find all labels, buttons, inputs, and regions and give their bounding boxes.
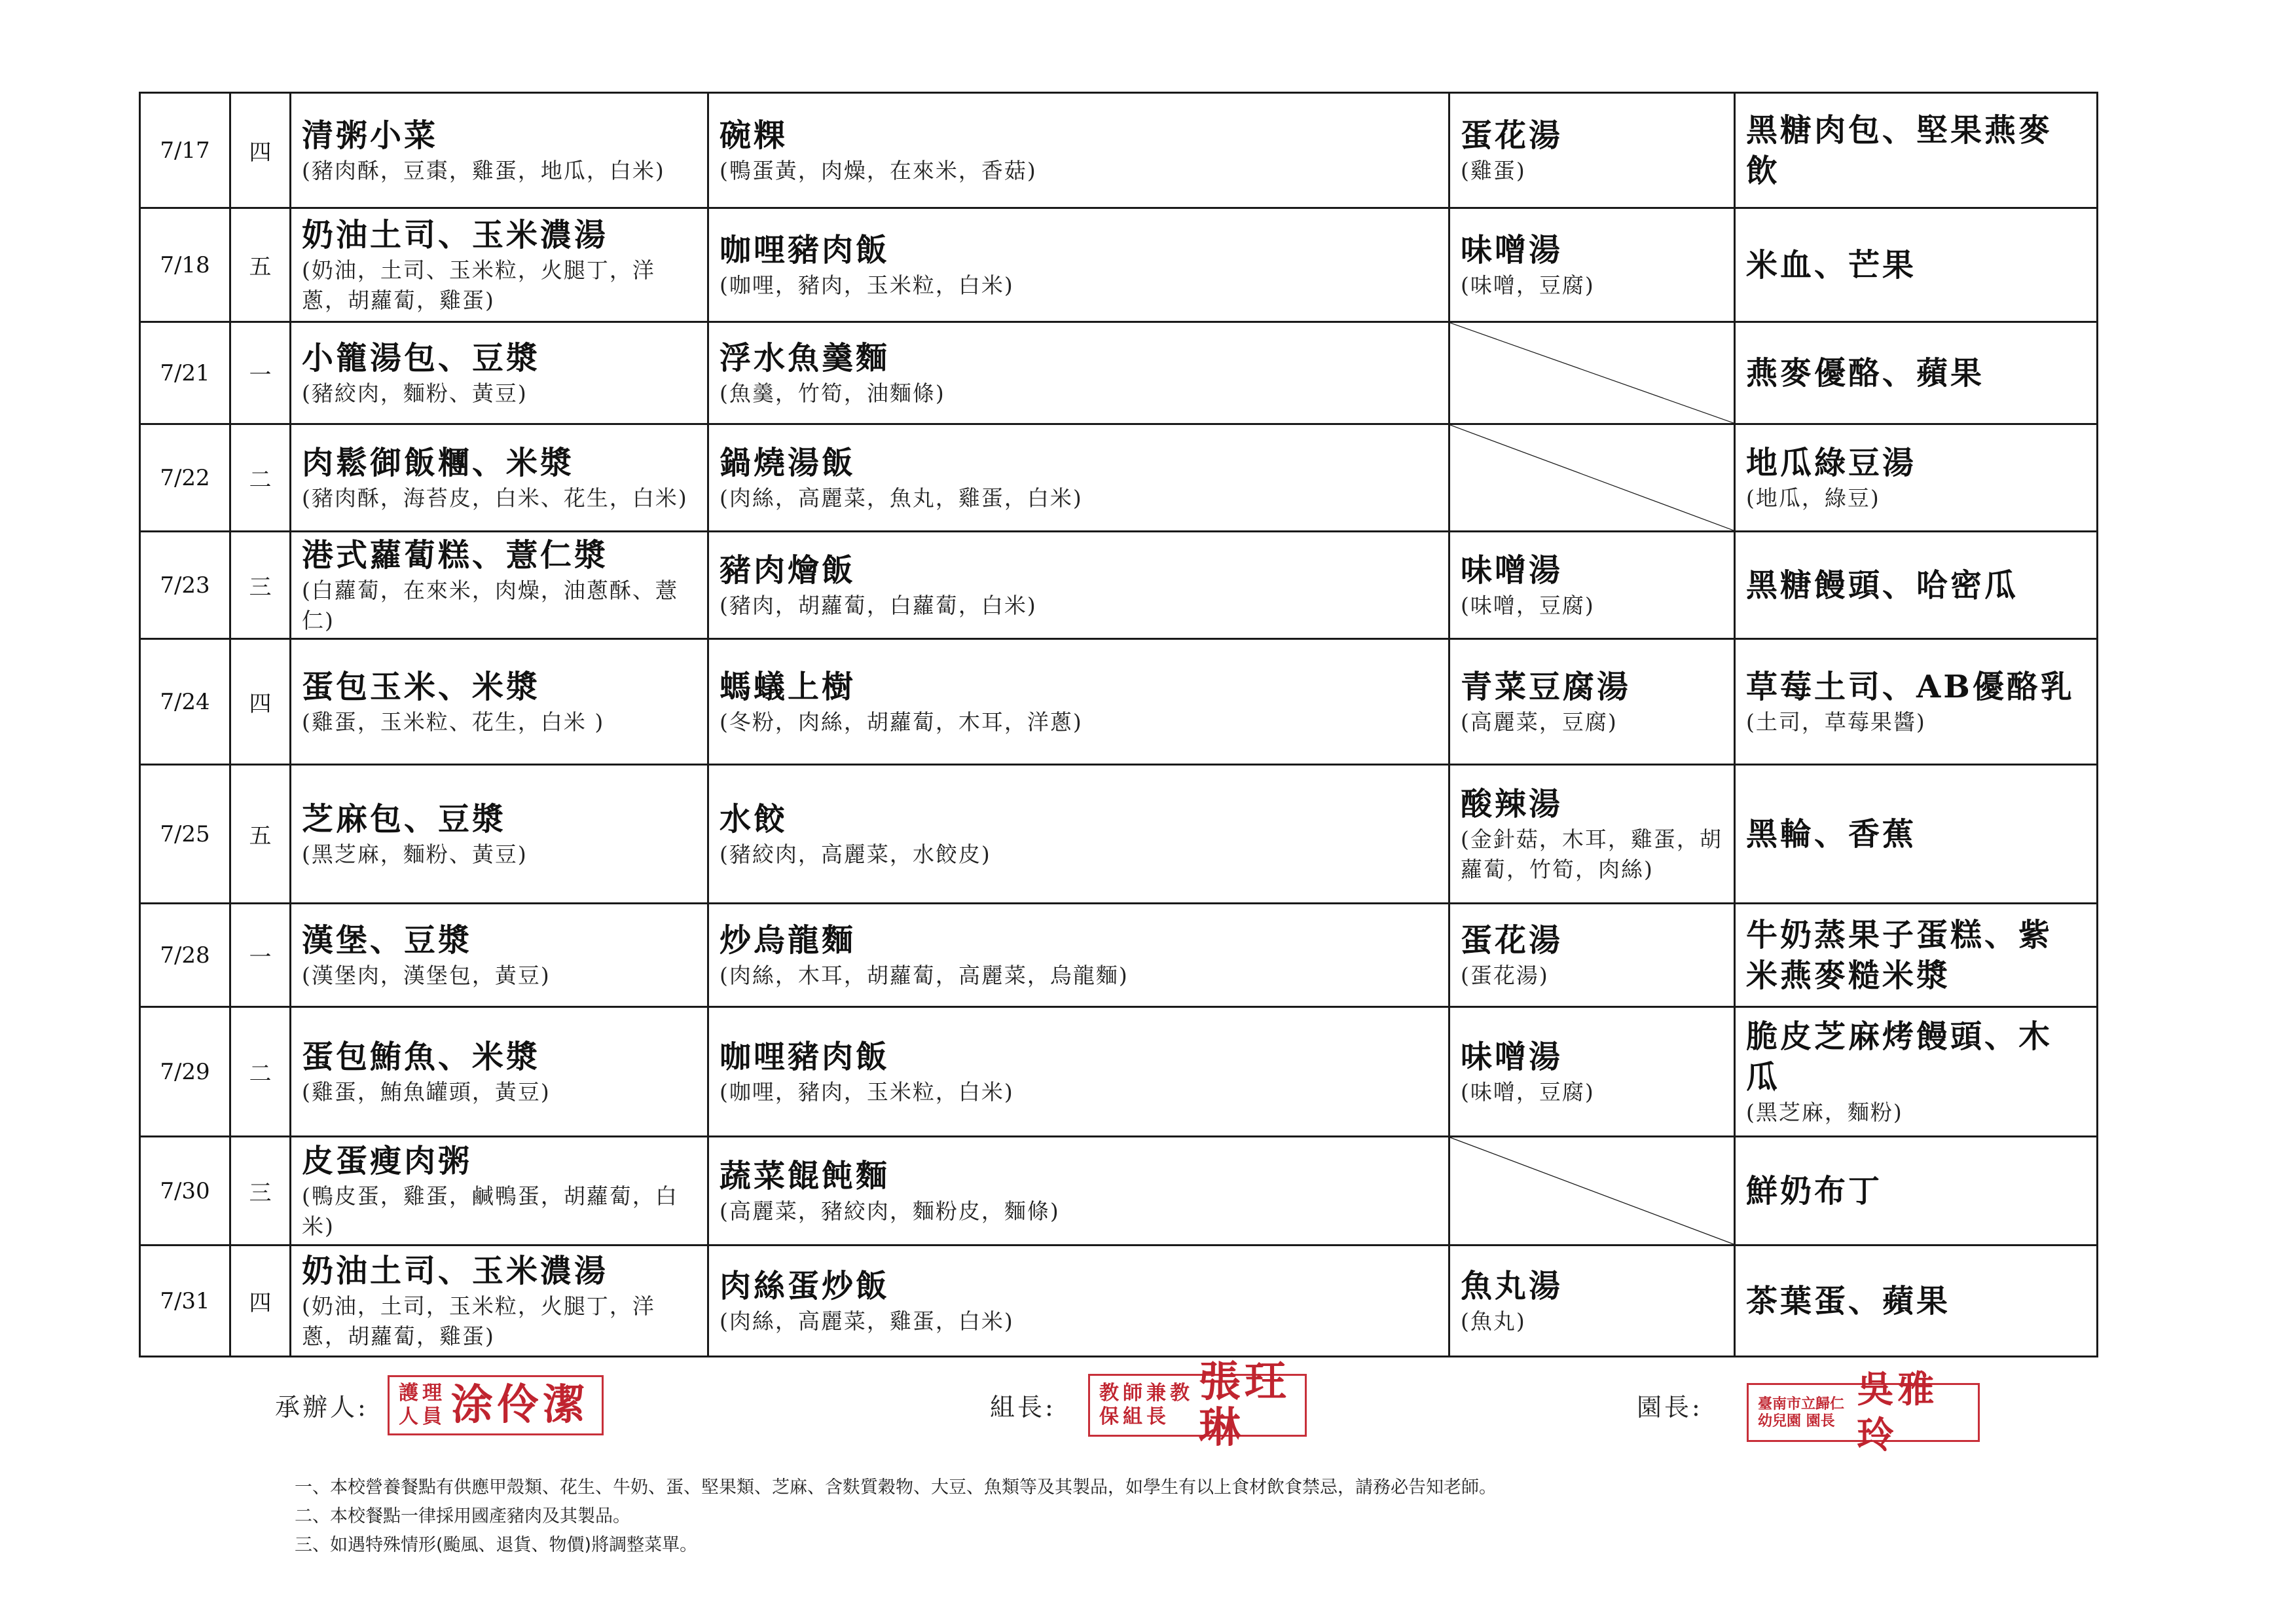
menu-row <box>140 532 2098 639</box>
menu-row <box>140 765 2098 904</box>
date-cell: 7/31 <box>140 1246 230 1357</box>
breakfast-dish-name: 皮蛋瘦肉粥 <box>302 1142 473 1179</box>
snack-ingredients: (黑芝麻，麵粉) <box>1746 1099 1903 1125</box>
weekday-cell: 四 <box>230 93 291 208</box>
soup-cell <box>1449 93 1735 208</box>
breakfast-ingredients: (白蘿蔔，在來米，肉燥，油蔥酥、薏仁) <box>302 577 678 633</box>
snack-ingredients: (地瓜，綠豆) <box>1746 485 1880 511</box>
breakfast-ingredients: (黑芝麻，麵粉、黃豆) <box>302 841 528 867</box>
lunch-dish-name: 螞蟻上樹 <box>720 668 856 705</box>
menu-row <box>140 1137 2098 1246</box>
lunch-dish-name: 碗粿 <box>720 117 788 154</box>
weekday-cell: 四 <box>230 1246 291 1357</box>
snack-cell <box>1735 1137 2098 1246</box>
menu-row <box>140 904 2098 1007</box>
lunch-ingredients: (豬絞肉，高麗菜，水餃皮) <box>720 841 991 867</box>
stamp-char: 理 <box>422 1382 442 1405</box>
breakfast-dish-name: 蛋包玉米、米漿 <box>302 668 541 705</box>
lunch-dish-name: 鍋燒湯飯 <box>720 444 856 481</box>
director-label: 園長: <box>1637 1393 1703 1422</box>
breakfast-dish-name: 漢堡、豆漿 <box>302 921 473 959</box>
breakfast-ingredients: (漢堡肉，漢堡包，黃豆) <box>302 962 551 988</box>
date-cell: 7/24 <box>140 639 230 765</box>
stamp-char: 兼 <box>1146 1382 1166 1405</box>
lunch-cell <box>708 639 1449 765</box>
snack-dish-name: 黑輪、香蕉 <box>1746 815 1917 853</box>
breakfast-dish-name: 清粥小菜 <box>302 117 439 154</box>
lunch-cell <box>708 424 1449 532</box>
snack-cell <box>1735 639 2098 765</box>
menu-row <box>140 208 2098 322</box>
soup-ingredients: (雞蛋) <box>1461 157 1526 183</box>
snack-dish-name: 燕麥優酪、蘋果 <box>1746 354 1985 392</box>
soup-cell-empty <box>1449 424 1735 532</box>
lunch-dish-name: 咖哩豬肉飯 <box>720 231 890 268</box>
breakfast-ingredients: (雞蛋，鮪魚罐頭，黃豆) <box>302 1079 551 1105</box>
snack-cell <box>1735 765 2098 904</box>
director-stamp-name: 吳雅玲 <box>1857 1368 1939 1457</box>
breakfast-dish-name: 小籠湯包、豆漿 <box>302 339 541 377</box>
soup-cell-empty <box>1449 1137 1735 1246</box>
soup-ingredients: (味噌，豆腐) <box>1461 592 1595 618</box>
stamp-char: 教 <box>1099 1382 1119 1405</box>
breakfast-cell <box>291 532 708 639</box>
lunch-dish-name: 炒烏龍麵 <box>720 921 856 959</box>
breakfast-ingredients: (豬肉酥，豆棗，雞蛋，地瓜，白米) <box>302 157 665 183</box>
soup-dish-name: 青菜豆腐湯 <box>1461 668 1631 705</box>
breakfast-dish-name: 肉鬆御飯糰、米漿 <box>302 444 575 481</box>
stamp-char: 組 <box>1123 1405 1142 1428</box>
lunch-ingredients: (魚羹，竹筍，油麵條) <box>720 380 945 406</box>
note-line: 一、本校營養餐點有供應甲殼類、花生、牛奶、蛋、堅果類、芝麻、含麩質穀物、大豆、魚類等及其製品，如學生有以上食材飲食禁忌，請務必告知老師。 <box>295 1477 1497 1498</box>
snack-dish-name: 黑糖饅頭、哈密瓜 <box>1746 566 2019 604</box>
lunch-cell <box>708 93 1449 208</box>
snack-dish-name: 鮮奶布丁 <box>1746 1172 1883 1209</box>
lunch-cell <box>708 1137 1449 1246</box>
lunch-dish-name: 肉絲蛋炒飯 <box>720 1267 890 1304</box>
breakfast-ingredients: (奶油，土司、玉米粒，火腿丁，洋蔥，胡蘿蔔，雞蛋) <box>302 257 655 313</box>
breakfast-cell <box>291 1137 708 1246</box>
lunch-cell <box>708 765 1449 904</box>
lunch-ingredients: (肉絲，高麗菜，魚丸，雞蛋，白米) <box>720 485 1083 511</box>
soup-cell <box>1449 532 1735 639</box>
menu-row <box>140 424 2098 532</box>
snack-dish-name: 草莓土司、AB優酪乳 <box>1746 668 2075 705</box>
soup-dish-name: 味噌湯 <box>1461 1038 1563 1075</box>
breakfast-cell <box>291 93 708 208</box>
lunch-dish-name: 蔬菜餛飩麵 <box>720 1157 890 1194</box>
weekday-cell: 一 <box>230 322 291 424</box>
date-cell: 7/25 <box>140 765 230 904</box>
weekday-cell: 三 <box>230 532 291 639</box>
breakfast-cell <box>291 639 708 765</box>
soup-cell <box>1449 1007 1735 1137</box>
weekday-cell: 五 <box>230 208 291 322</box>
soup-ingredients: (金針菇，木耳，雞蛋，胡蘿蔔，竹筍，肉絲) <box>1461 826 1722 882</box>
handler-stamp-title <box>399 1382 442 1429</box>
lunch-dish-name: 咖哩豬肉飯 <box>720 1038 890 1075</box>
date-cell: 7/29 <box>140 1007 230 1137</box>
date-cell: 7/21 <box>140 322 230 424</box>
director-stamp <box>1747 1368 1980 1457</box>
leader-stamp-name: 張玨琳 <box>1199 1357 1290 1452</box>
handler-stamp-name: 涂伶潔 <box>451 1380 589 1430</box>
stamp-char: 長 <box>1146 1405 1166 1428</box>
lunch-cell <box>708 322 1449 424</box>
breakfast-dish-name: 奶油土司、玉米濃湯 <box>302 1252 609 1289</box>
lunch-ingredients: (肉絲，木耳，胡蘿蔔，高麗菜，烏龍麵) <box>720 962 1129 988</box>
snack-dish-name: 牛奶蒸果子蛋糕、紫米燕麥糙米漿 <box>1746 916 2053 994</box>
soup-dish-name: 味噌湯 <box>1461 231 1563 268</box>
note-line: 三、如遇特殊情形(颱風、退貨、物價)將調整菜單。 <box>295 1535 698 1555</box>
lunch-dish-name: 水餃 <box>720 800 788 838</box>
date-cell: 7/28 <box>140 904 230 1007</box>
handler-stamp <box>388 1375 604 1435</box>
soup-dish-name: 蛋花湯 <box>1461 921 1563 959</box>
soup-dish-name: 酸辣湯 <box>1461 785 1563 822</box>
weekday-cell: 五 <box>230 765 291 904</box>
menu-row <box>140 322 2098 424</box>
date-cell: 7/22 <box>140 424 230 532</box>
snack-cell <box>1735 1246 2098 1357</box>
lunch-ingredients: (肉絲，高麗菜，雞蛋，白米) <box>720 1308 1014 1334</box>
breakfast-cell <box>291 322 708 424</box>
date-cell: 7/18 <box>140 208 230 322</box>
breakfast-cell <box>291 1007 708 1137</box>
snack-cell <box>1735 208 2098 322</box>
lunch-dish-name: 浮水魚羹麵 <box>720 339 890 377</box>
snack-cell <box>1735 93 2098 208</box>
empty-slash <box>1450 425 1734 530</box>
soup-cell-empty <box>1449 322 1735 424</box>
menu-table <box>139 92 2098 1357</box>
snack-cell <box>1735 322 2098 424</box>
weekday-cell: 一 <box>230 904 291 1007</box>
lunch-dish-name: 豬肉燴飯 <box>720 551 856 589</box>
soup-ingredients: (魚丸) <box>1461 1308 1526 1334</box>
weekday-cell: 二 <box>230 1007 291 1137</box>
breakfast-dish-name: 芝麻包、豆漿 <box>302 800 507 838</box>
lunch-ingredients: (冬粉，肉絲，胡蘿蔔，木耳，洋蔥) <box>720 709 1083 735</box>
lunch-ingredients: (鴨蛋黃，肉燥，在來米，香菇) <box>720 157 1037 183</box>
director-stamp-title: 臺南市立歸仁幼兒園 園長 <box>1758 1395 1845 1430</box>
snack-dish-name: 黑糖肉包、堅果燕麥飲 <box>1746 111 2053 189</box>
soup-cell <box>1449 639 1735 765</box>
breakfast-dish-name: 港式蘿蔔糕、薏仁漿 <box>302 536 609 574</box>
soup-ingredients: (蛋花湯) <box>1461 962 1549 988</box>
lunch-ingredients: (豬肉，胡蘿蔔，白蘿蔔，白米) <box>720 592 1037 618</box>
lunch-cell <box>708 1246 1449 1357</box>
snack-cell <box>1735 1007 2098 1137</box>
stamp-char: 保 <box>1099 1405 1119 1428</box>
lunch-cell <box>708 1007 1449 1137</box>
empty-slash <box>1450 1137 1734 1244</box>
menu-row <box>140 1246 2098 1357</box>
menu-row <box>140 93 2098 208</box>
breakfast-ingredients: (豬肉酥，海苔皮，白米、花生，白米) <box>302 485 688 511</box>
note-line: 二、本校餐點一律採用國產豬肉及其製品。 <box>295 1506 630 1526</box>
breakfast-dish-name: 奶油土司、玉米濃湯 <box>302 216 609 253</box>
weekday-cell: 四 <box>230 639 291 765</box>
lunch-ingredients: (咖哩，豬肉，玉米粒，白米) <box>720 1079 1014 1105</box>
menu-row <box>140 639 2098 765</box>
breakfast-ingredients: (鴨皮蛋，雞蛋，鹹鴨蛋，胡蘿蔔，白米) <box>302 1183 678 1239</box>
snack-dish-name: 地瓜綠豆湯 <box>1746 444 1917 481</box>
soup-cell <box>1449 208 1735 322</box>
stamp-char: 員 <box>422 1405 442 1428</box>
snack-ingredients: (土司，草莓果醬) <box>1746 709 1926 735</box>
soup-ingredients: (味噌，豆腐) <box>1461 272 1595 298</box>
weekday-cell: 三 <box>230 1137 291 1246</box>
soup-cell <box>1449 765 1735 904</box>
soup-cell <box>1449 904 1735 1007</box>
stamp-char: 護 <box>399 1382 418 1405</box>
menu-row <box>140 1007 2098 1137</box>
soup-cell <box>1449 1246 1735 1357</box>
lunch-cell <box>708 208 1449 322</box>
snack-dish-name: 茶葉蛋、蘋果 <box>1746 1282 1951 1320</box>
lunch-cell <box>708 532 1449 639</box>
leader-label: 組長: <box>990 1393 1056 1422</box>
handler-label: 承辦人: <box>275 1393 369 1422</box>
breakfast-dish-name: 蛋包鮪魚、米漿 <box>302 1038 541 1075</box>
soup-dish-name: 魚丸湯 <box>1461 1267 1563 1304</box>
stamp-char: 人 <box>399 1405 418 1428</box>
breakfast-ingredients: (奶油，土司，玉米粒，火腿丁，洋蔥，胡蘿蔔，雞蛋) <box>302 1293 655 1349</box>
breakfast-ingredients: (豬絞肉，麵粉、黃豆) <box>302 380 528 406</box>
breakfast-ingredients: (雞蛋，玉米粒、花生，白米 ) <box>302 709 605 735</box>
breakfast-cell <box>291 424 708 532</box>
breakfast-cell <box>291 208 708 322</box>
weekday-cell: 二 <box>230 424 291 532</box>
soup-dish-name: 蛋花湯 <box>1461 117 1563 154</box>
date-cell: 7/30 <box>140 1137 230 1246</box>
leader-stamp-title <box>1099 1382 1190 1429</box>
soup-ingredients: (味噌，豆腐) <box>1461 1079 1595 1105</box>
snack-cell <box>1735 904 2098 1007</box>
notes <box>295 1473 1497 1560</box>
date-cell: 7/17 <box>140 93 230 208</box>
soup-ingredients: (高麗菜，豆腐) <box>1461 709 1618 735</box>
empty-slash <box>1450 323 1734 423</box>
breakfast-cell <box>291 1246 708 1357</box>
leader-stamp <box>1088 1357 1307 1452</box>
soup-dish-name: 味噌湯 <box>1461 551 1563 589</box>
snack-cell <box>1735 532 2098 639</box>
snack-dish-name: 米血、芒果 <box>1746 246 1917 284</box>
breakfast-cell <box>291 904 708 1007</box>
lunch-cell <box>708 904 1449 1007</box>
stamp-char: 師 <box>1123 1382 1142 1405</box>
stamp-char: 教 <box>1170 1382 1190 1405</box>
snack-dish-name: 脆皮芝麻烤饅頭、木瓜 <box>1746 1018 2053 1096</box>
lunch-ingredients: (咖哩，豬肉，玉米粒，白米) <box>720 272 1014 298</box>
breakfast-cell <box>291 765 708 904</box>
lunch-ingredients: (高麗菜，豬絞肉，麵粉皮，麵條) <box>720 1198 1060 1224</box>
snack-cell <box>1735 424 2098 532</box>
date-cell: 7/23 <box>140 532 230 639</box>
